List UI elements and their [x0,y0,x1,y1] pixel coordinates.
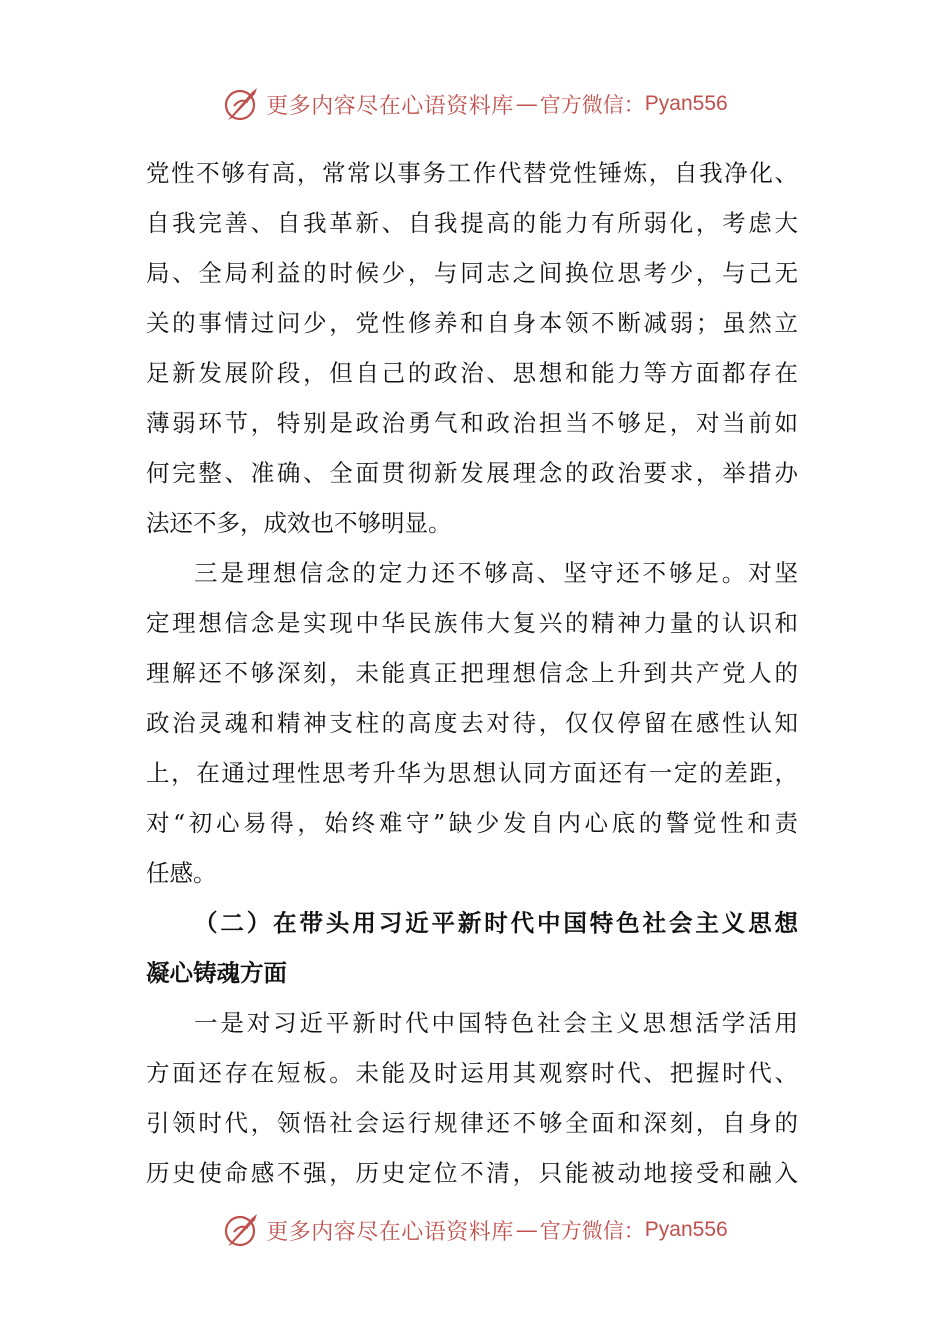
paragraph-line: 任感。 [146,859,217,887]
document-body [146,148,798,1198]
watermark-dash: — [515,1217,538,1243]
paragraph-line: 自我完善、自我革新、自我提高的能力有所弱化，考虑大 [146,209,798,237]
paragraph-line: 一是对习近平新时代中国特色社会主义思想活学活用 [194,1009,798,1037]
paragraph-line: 薄弱环节，特别是政治勇气和政治担当不够足，对当前如 [146,409,798,437]
section-heading-line: 凝心铸魂方面 [146,959,287,987]
watermark-wechat-id: Pyan556 [644,92,728,115]
paragraph-line: 法还不多，成效也不够明显。 [146,509,452,537]
paragraph-line: 足新发展阶段，但自己的政治、思想和能力等方面都存在 [146,359,798,387]
paragraph-line: 方面还存在短板。未能及时运用其观察时代、把握时代、 [146,1059,798,1087]
watermark-text: 更多内容尽在心语资料库 [266,93,514,119]
paragraph-line: 局、全局利益的时候少，与同志之间换位思考少，与己无 [146,259,798,287]
paragraph-line: 定理想信念是实现中华民族伟大复兴的精神力量的认识和 [146,609,798,637]
paragraph-line: 关的事情过问少，党性修养和自身本领不断减弱；虽然立 [146,309,798,337]
watermark-wechat-label: 官方微信： [539,1219,645,1243]
watermark-banner-bottom [0,1208,950,1252]
paragraph-line: 党性不够有高，常常以事务工作代替党性锤炼，自我净化、 [146,159,798,187]
paragraph-line: 引领时代，领悟社会运行规律还不够全面和深刻，自身的 [146,1109,798,1137]
section-heading-line: （二）在带头用习近平新时代中国特色社会主义思想 [194,909,798,937]
watermark-text: 更多内容尽在心语资料库 [266,1219,514,1245]
watermark-wechat-label: 官方微信： [539,93,645,117]
pen-logo-icon [222,1210,262,1250]
paragraph-line: 三是理想信念的定力还不够高、坚守还不够足。对坚 [194,559,798,587]
watermark-banner-top [0,82,950,126]
watermark-dash: — [515,91,538,117]
paragraph-line: 历史使命感不强，历史定位不清，只能被动地接受和融入 [146,1159,798,1187]
paragraph-line: 对“初心易得，始终难守”缺少发自内心底的警觉性和责 [146,809,798,837]
paragraph-line: 上，在通过理性思考升华为思想认同方面还有一定的差距， [146,759,798,787]
paragraph-line: 何完整、准确、全面贯彻新发展理念的政治要求，举措办 [146,459,798,487]
paragraph-line: 政治灵魂和精神支柱的高度去对待，仅仅停留在感性认知 [146,709,798,737]
pen-logo-icon [222,84,262,124]
paragraph-line: 理解还不够深刻，未能真正把理想信念上升到共产党人的 [146,659,798,687]
watermark-wechat-id: Pyan556 [644,1218,728,1241]
